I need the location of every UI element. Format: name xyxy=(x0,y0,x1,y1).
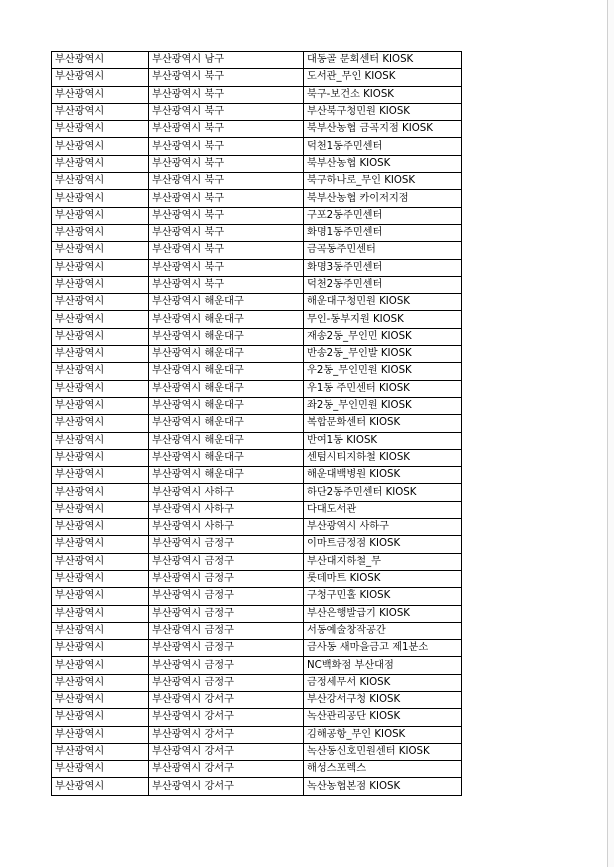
kiosk-name-cell: 해운대백병원 KIOSK xyxy=(304,467,462,484)
table-row xyxy=(52,259,462,276)
district-cell: 부산광역시 금정구 xyxy=(149,553,304,570)
district-cell: 부산광역시 강서구 xyxy=(149,709,304,726)
district-cell: 부산광역시 해운대구 xyxy=(149,397,304,414)
district-cell: 부산광역시 강서구 xyxy=(149,743,304,760)
province-cell: 부산광역시 xyxy=(52,259,149,276)
district-cell: 부산광역시 해운대구 xyxy=(149,311,304,328)
province-cell: 부산광역시 xyxy=(52,190,149,207)
district-cell: 부산광역시 해운대구 xyxy=(149,449,304,466)
district-cell: 부산광역시 강서구 xyxy=(149,778,304,795)
province-cell: 부산광역시 xyxy=(52,173,149,190)
table-row xyxy=(52,346,462,363)
district-cell: 부산광역시 금정구 xyxy=(149,640,304,657)
table-row xyxy=(52,86,462,103)
district-cell: 부산광역시 북구 xyxy=(149,224,304,241)
kiosk-name-cell: 북부산농협 카이저지점 xyxy=(304,190,462,207)
kiosk-name-cell: 녹산동신호민원센터 KIOSK xyxy=(304,743,462,760)
table-row xyxy=(52,69,462,86)
kiosk-name-cell: 우1동 주민센터 KIOSK xyxy=(304,380,462,397)
kiosk-name-cell: 구청구민홀 KIOSK xyxy=(304,588,462,605)
district-cell: 부산광역시 북구 xyxy=(149,207,304,224)
district-cell: 부산광역시 강서구 xyxy=(149,761,304,778)
province-cell: 부산광역시 xyxy=(52,397,149,414)
table-row xyxy=(52,501,462,518)
table-row xyxy=(52,415,462,432)
province-cell: 부산광역시 xyxy=(52,467,149,484)
kiosk-name-cell: 해운대구청민원 KIOSK xyxy=(304,294,462,311)
province-cell: 부산광역시 xyxy=(52,311,149,328)
table-row xyxy=(52,467,462,484)
province-cell: 부산광역시 xyxy=(52,484,149,501)
kiosk-name-cell: 다대도서관 xyxy=(304,501,462,518)
table-row xyxy=(52,52,462,69)
kiosk-name-cell: 북부산농협 KIOSK xyxy=(304,155,462,172)
kiosk-name-cell: 반송2동_무인발 KIOSK xyxy=(304,346,462,363)
kiosk-name-cell: 금곡동주민센터 xyxy=(304,242,462,259)
table-row xyxy=(52,173,462,190)
province-cell: 부산광역시 xyxy=(52,121,149,138)
table-row xyxy=(52,622,462,639)
province-cell: 부산광역시 xyxy=(52,588,149,605)
table-row xyxy=(52,761,462,778)
table-row xyxy=(52,138,462,155)
province-cell: 부산광역시 xyxy=(52,726,149,743)
kiosk-name-cell: NC백화점 부산대점 xyxy=(304,657,462,674)
kiosk-name-cell: 덕천1동주민센터 xyxy=(304,138,462,155)
kiosk-name-cell: 녹산농협본점 KIOSK xyxy=(304,778,462,795)
table-row xyxy=(52,519,462,536)
kiosk-name-cell: 부산은행발급기 KIOSK xyxy=(304,605,462,622)
table-row xyxy=(52,726,462,743)
province-cell: 부산광역시 xyxy=(52,294,149,311)
province-cell: 부산광역시 xyxy=(52,52,149,69)
page-edge xyxy=(607,0,614,867)
table-row xyxy=(52,328,462,345)
province-cell: 부산광역시 xyxy=(52,449,149,466)
district-cell: 부산광역시 해운대구 xyxy=(149,294,304,311)
table-row xyxy=(52,640,462,657)
table-row xyxy=(52,570,462,587)
province-cell: 부산광역시 xyxy=(52,674,149,691)
table-row xyxy=(52,276,462,293)
province-cell: 부산광역시 xyxy=(52,743,149,760)
table-row xyxy=(52,380,462,397)
table-body xyxy=(52,52,462,796)
province-cell: 부산광역시 xyxy=(52,242,149,259)
district-cell: 부산광역시 북구 xyxy=(149,190,304,207)
table-row xyxy=(52,121,462,138)
province-cell: 부산광역시 xyxy=(52,709,149,726)
district-cell: 부산광역시 해운대구 xyxy=(149,380,304,397)
province-cell: 부산광역시 xyxy=(52,138,149,155)
table-row xyxy=(52,657,462,674)
kiosk-name-cell: 무인-동부지원 KIOSK xyxy=(304,311,462,328)
district-cell: 부산광역시 사하구 xyxy=(149,519,304,536)
kiosk-name-cell: 좌2동_무인민원 KIOSK xyxy=(304,397,462,414)
kiosk-name-cell: 구포2동주민센터 xyxy=(304,207,462,224)
district-cell: 부산광역시 사하구 xyxy=(149,484,304,501)
table-row xyxy=(52,743,462,760)
table-row xyxy=(52,536,462,553)
district-cell: 부산광역시 해운대구 xyxy=(149,363,304,380)
table-row xyxy=(52,155,462,172)
district-cell: 부산광역시 북구 xyxy=(149,173,304,190)
table-row xyxy=(52,709,462,726)
province-cell: 부산광역시 xyxy=(52,207,149,224)
province-cell: 부산광역시 xyxy=(52,415,149,432)
province-cell: 부산광역시 xyxy=(52,86,149,103)
district-cell: 부산광역시 해운대구 xyxy=(149,328,304,345)
kiosk-name-cell: 북구하나로_무인 KIOSK xyxy=(304,173,462,190)
district-cell: 부산광역시 금정구 xyxy=(149,657,304,674)
district-cell: 부산광역시 해운대구 xyxy=(149,346,304,363)
kiosk-name-cell: 금정세무서 KIOSK xyxy=(304,674,462,691)
province-cell: 부산광역시 xyxy=(52,640,149,657)
district-cell: 부산광역시 해운대구 xyxy=(149,467,304,484)
district-cell: 부산광역시 북구 xyxy=(149,138,304,155)
table-row xyxy=(52,605,462,622)
province-cell: 부산광역시 xyxy=(52,570,149,587)
table-row xyxy=(52,190,462,207)
kiosk-name-cell: 화명1동주민센터 xyxy=(304,224,462,241)
kiosk-name-cell: 서동예술창작공간 xyxy=(304,622,462,639)
district-cell: 부산광역시 금정구 xyxy=(149,622,304,639)
district-cell: 부산광역시 해운대구 xyxy=(149,432,304,449)
table-row xyxy=(52,691,462,708)
province-cell: 부산광역시 xyxy=(52,103,149,120)
kiosk-name-cell: 센텀시티지하철 KIOSK xyxy=(304,449,462,466)
table-row xyxy=(52,588,462,605)
kiosk-name-cell: 우2동_무인민원 KIOSK xyxy=(304,363,462,380)
table-row xyxy=(52,484,462,501)
table-row xyxy=(52,778,462,795)
table-row xyxy=(52,674,462,691)
kiosk-name-cell: 부산강서구청 KIOSK xyxy=(304,691,462,708)
district-cell: 부산광역시 강서구 xyxy=(149,726,304,743)
province-cell: 부산광역시 xyxy=(52,761,149,778)
district-cell: 부산광역시 금정구 xyxy=(149,588,304,605)
province-cell: 부산광역시 xyxy=(52,346,149,363)
kiosk-name-cell: 화명3동주민센터 xyxy=(304,259,462,276)
table-row xyxy=(52,311,462,328)
kiosk-name-cell: 녹산관리공단 KIOSK xyxy=(304,709,462,726)
district-cell: 부산광역시 북구 xyxy=(149,242,304,259)
table-row xyxy=(52,103,462,120)
table-row xyxy=(52,242,462,259)
table-row xyxy=(52,207,462,224)
table-row xyxy=(52,553,462,570)
kiosk-name-cell: 부산대지하철_무 xyxy=(304,553,462,570)
table-row xyxy=(52,432,462,449)
province-cell: 부산광역시 xyxy=(52,380,149,397)
province-cell: 부산광역시 xyxy=(52,605,149,622)
table-row xyxy=(52,449,462,466)
province-cell: 부산광역시 xyxy=(52,155,149,172)
district-cell: 부산광역시 금정구 xyxy=(149,536,304,553)
kiosk-name-cell: 김해공항_무인 KIOSK xyxy=(304,726,462,743)
kiosk-name-cell: 북구-보건소 KIOSK xyxy=(304,86,462,103)
kiosk-location-table xyxy=(51,51,462,796)
kiosk-name-cell: 금사동 새마을금고 제1분소 xyxy=(304,640,462,657)
province-cell: 부산광역시 xyxy=(52,363,149,380)
kiosk-name-cell: 부산광역시 사하구 xyxy=(304,519,462,536)
kiosk-name-cell: 재송2동_무인민 KIOSK xyxy=(304,328,462,345)
district-cell: 부산광역시 북구 xyxy=(149,276,304,293)
district-cell: 부산광역시 금정구 xyxy=(149,605,304,622)
district-cell: 부산광역시 남구 xyxy=(149,52,304,69)
province-cell: 부산광역시 xyxy=(52,519,149,536)
table-row xyxy=(52,363,462,380)
district-cell: 부산광역시 강서구 xyxy=(149,691,304,708)
province-cell: 부산광역시 xyxy=(52,224,149,241)
kiosk-name-cell: 부산북구청민원 KIOSK xyxy=(304,103,462,120)
district-cell: 부산광역시 북구 xyxy=(149,155,304,172)
kiosk-name-cell: 이마트금정점 KIOSK xyxy=(304,536,462,553)
kiosk-name-cell: 덕천2동주민센터 xyxy=(304,276,462,293)
kiosk-name-cell: 롯데마트 KIOSK xyxy=(304,570,462,587)
province-cell: 부산광역시 xyxy=(52,691,149,708)
province-cell: 부산광역시 xyxy=(52,328,149,345)
kiosk-name-cell: 대동골 문회센터 KIOSK xyxy=(304,52,462,69)
province-cell: 부산광역시 xyxy=(52,553,149,570)
district-cell: 부산광역시 북구 xyxy=(149,86,304,103)
district-cell: 부산광역시 북구 xyxy=(149,121,304,138)
province-cell: 부산광역시 xyxy=(52,657,149,674)
district-cell: 부산광역시 북구 xyxy=(149,103,304,120)
kiosk-name-cell: 해성스포렉스 xyxy=(304,761,462,778)
district-cell: 부산광역시 해운대구 xyxy=(149,415,304,432)
kiosk-name-cell: 북부산농협 금곡지점 KIOSK xyxy=(304,121,462,138)
province-cell: 부산광역시 xyxy=(52,501,149,518)
district-cell: 부산광역시 북구 xyxy=(149,69,304,86)
province-cell: 부산광역시 xyxy=(52,778,149,795)
district-cell: 부산광역시 금정구 xyxy=(149,674,304,691)
province-cell: 부산광역시 xyxy=(52,432,149,449)
district-cell: 부산광역시 금정구 xyxy=(149,570,304,587)
table-row xyxy=(52,397,462,414)
province-cell: 부산광역시 xyxy=(52,622,149,639)
table-row xyxy=(52,224,462,241)
province-cell: 부산광역시 xyxy=(52,536,149,553)
province-cell: 부산광역시 xyxy=(52,276,149,293)
kiosk-name-cell: 복합문화센터 KIOSK xyxy=(304,415,462,432)
kiosk-name-cell: 도서관_무인 KIOSK xyxy=(304,69,462,86)
table-row xyxy=(52,294,462,311)
district-cell: 부산광역시 북구 xyxy=(149,259,304,276)
district-cell: 부산광역시 사하구 xyxy=(149,501,304,518)
province-cell: 부산광역시 xyxy=(52,69,149,86)
kiosk-name-cell: 하단2동주민센터 KIOSK xyxy=(304,484,462,501)
kiosk-name-cell: 반여1동 KIOSK xyxy=(304,432,462,449)
